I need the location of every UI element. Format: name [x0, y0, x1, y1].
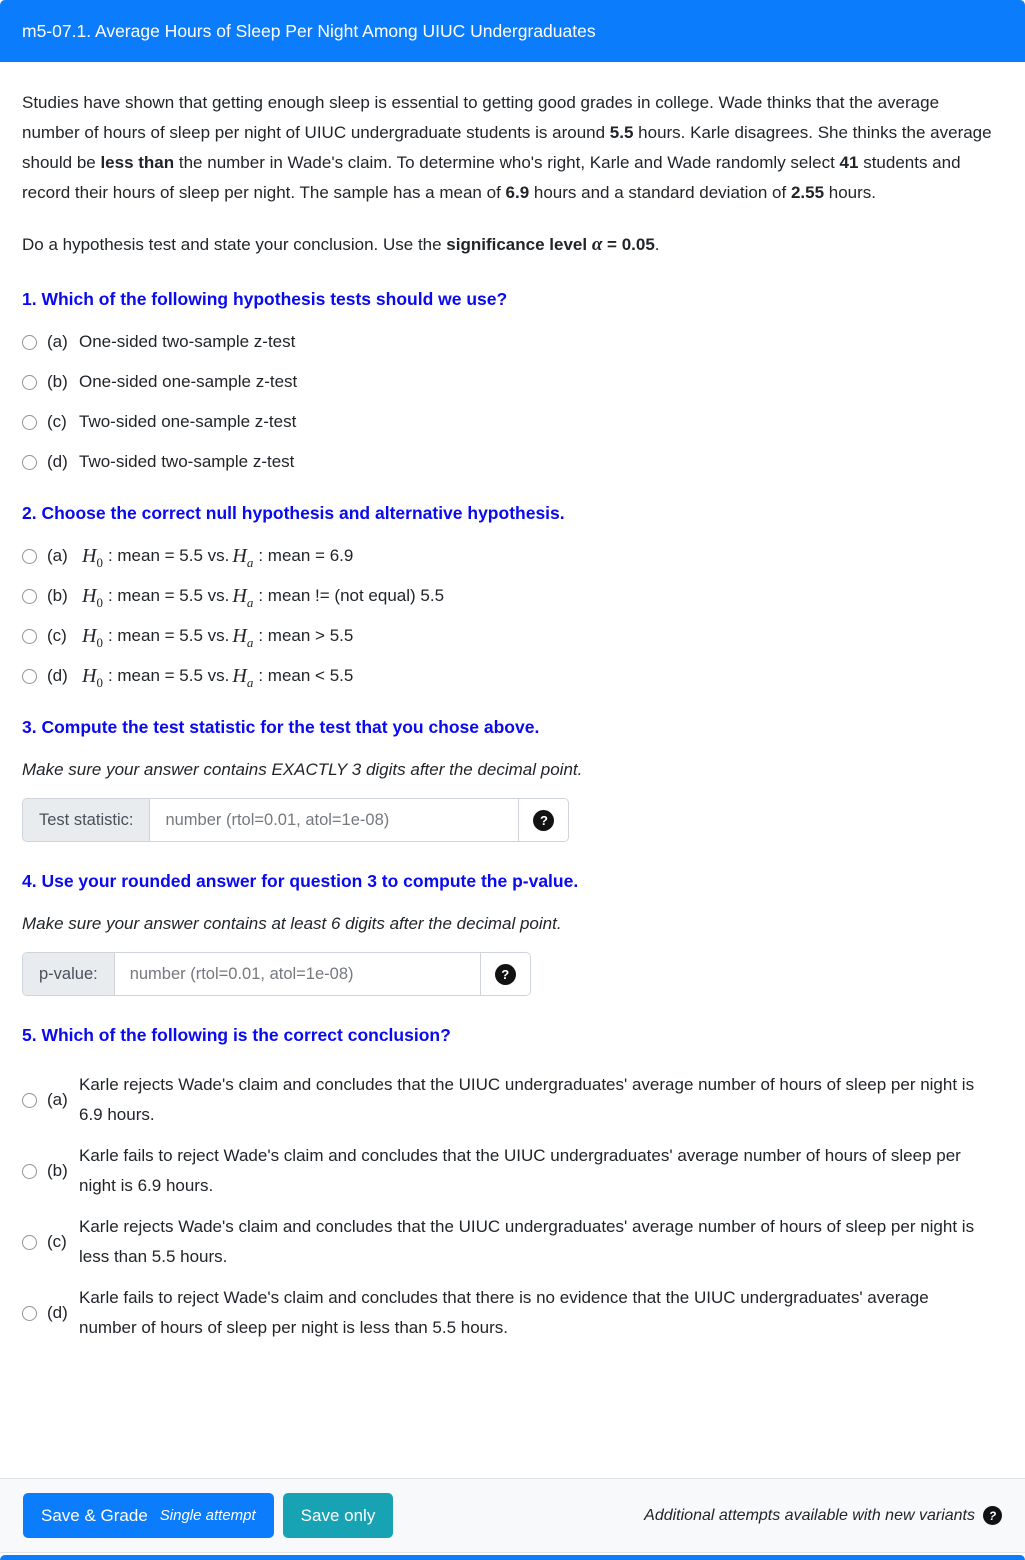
null-hypothesis-symbol: $H_0$	[82, 545, 103, 570]
null-hypothesis-text: : mean = 5.5 vs.	[107, 666, 230, 685]
next-question-header-sliver	[0, 1555, 1025, 1560]
save-and-grade-label: Save & Grade	[41, 1505, 148, 1525]
option-letter: (a)	[47, 546, 68, 565]
q5-option-a-radio[interactable]	[22, 1093, 37, 1108]
q5-option-a[interactable]	[22, 1070, 1003, 1130]
question-title: m5-07.1. Average Hours of Sleep Per Night Among UIUC Undergraduates	[22, 20, 596, 41]
q2-option-b-radio[interactable]	[22, 589, 37, 604]
q2-option-b[interactable]	[22, 584, 1003, 608]
null-hypothesis-symbol: $H_0$	[82, 665, 103, 690]
option-letter: (c)	[47, 1232, 67, 1251]
q1-option-c[interactable]	[22, 410, 1003, 434]
single-attempt-note: Single attempt	[159, 1507, 256, 1524]
claim-value: 5.5	[609, 123, 634, 142]
null-hypothesis-symbol: $H_0$	[82, 625, 103, 650]
q5-option-d-radio[interactable]	[22, 1306, 37, 1321]
null-hypothesis-text: : mean = 5.5 vs.	[107, 626, 230, 645]
test-statistic-help-button[interactable]	[518, 799, 568, 841]
q1-option-a[interactable]	[22, 330, 1003, 354]
q3-format-note: Make sure your answer contains EXACTLY 3 digits after the decimal point.	[22, 760, 583, 779]
save-only-label: Save only	[300, 1505, 376, 1525]
test-statistic-input[interactable]	[150, 799, 518, 841]
q1-option-c-radio[interactable]	[22, 415, 37, 430]
save-and-grade-button[interactable]	[23, 1493, 274, 1538]
q2-option-d[interactable]	[22, 664, 1003, 688]
q1-option-d-radio[interactable]	[22, 455, 37, 470]
significance-level-label: significance level	[446, 235, 592, 254]
q2-option-c-radio[interactable]	[22, 629, 37, 644]
help-icon[interactable]: ?	[983, 1506, 1002, 1525]
sample-size: 41	[839, 153, 859, 172]
option-letter: (a)	[47, 1090, 68, 1109]
p-value-input[interactable]	[115, 953, 480, 995]
question-footer	[0, 1478, 1025, 1553]
alt-hypothesis-text: : mean = 6.9	[258, 546, 354, 565]
option-letter: (b)	[47, 1161, 68, 1180]
option-label: Karle fails to reject Wade's claim and concludes that there is no evidence that the UIUC undergraduates' average number of hours of sleep per night is less than 5.5 hours.	[79, 1288, 929, 1337]
intro-text: Studies have shown that getting enough sleep is essential to getting good grades in college. Wade thinks that the average number of hours of sleep per night of UIUC undergraduate students is around	[22, 93, 940, 142]
null-hypothesis-symbol: $H_0$	[82, 585, 103, 610]
q1-options	[22, 330, 1003, 474]
option-label: Karle rejects Wade's claim and concludes that the UIUC undergraduates' average number of hours of sleep per night is less than 5.5 hours.	[79, 1217, 975, 1266]
option-letter: (c)	[47, 626, 67, 645]
option-letter: (d)	[47, 452, 68, 471]
alt-hypothesis-symbol: $H_a$	[232, 585, 254, 610]
alpha-symbol: α	[591, 234, 603, 255]
alpha-value: = 0.05	[602, 235, 655, 254]
question-header	[0, 0, 1025, 62]
intro-paragraph	[22, 88, 1000, 208]
p-value-label: p-value:	[23, 953, 115, 995]
p-value-input-group	[22, 952, 531, 996]
q2-options	[22, 544, 1003, 688]
option-label: Karle rejects Wade's claim and concludes that the UIUC undergraduates' average number of hours of sleep per night is 6.9 hours.	[79, 1075, 975, 1124]
q4-format-note: Make sure your answer contains at least 6 digits after the decimal point.	[22, 914, 562, 933]
q2-option-a[interactable]	[22, 544, 1003, 568]
q1-option-b-radio[interactable]	[22, 375, 37, 390]
intro-text: hours.	[824, 183, 877, 202]
option-letter: (d)	[47, 1303, 68, 1322]
q1-option-a-radio[interactable]	[22, 335, 37, 350]
q3-heading: 3. Compute the test statistic for the test that you chose above.	[22, 717, 540, 737]
q5-option-c-radio[interactable]	[22, 1235, 37, 1250]
alt-hypothesis-text: : mean < 5.5	[258, 666, 354, 685]
q5-option-b[interactable]	[22, 1141, 1003, 1201]
option-letter: (b)	[47, 372, 68, 391]
question-body	[0, 62, 1025, 1478]
option-label: One-sided one-sample z-test	[79, 372, 298, 391]
additional-attempts-text: Additional attempts available with new variants	[644, 1506, 975, 1524]
alt-hypothesis-text: : mean > 5.5	[258, 626, 354, 645]
sample-sd: 2.55	[790, 183, 825, 202]
q5-options	[22, 1070, 1003, 1343]
intro-text: students and record their hours of sleep per night. The sample has a mean of	[22, 153, 961, 202]
option-letter: (b)	[47, 586, 68, 605]
intro-text: hours and a standard deviation of	[529, 183, 791, 202]
option-label: Two-sided one-sample z-test	[79, 412, 297, 431]
option-letter: (a)	[47, 332, 68, 351]
q5-heading: 5. Which of the following is the correct conclusion?	[22, 1025, 451, 1045]
alt-hypothesis-text: : mean != (not equal) 5.5	[258, 586, 445, 605]
option-letter: (c)	[47, 412, 67, 431]
q2-option-d-radio[interactable]	[22, 669, 37, 684]
less-than-emphasis: less than	[100, 153, 175, 172]
help-icon: ?	[533, 810, 554, 831]
p-value-help-button[interactable]	[480, 953, 530, 995]
instruction-text: Do a hypothesis test and state your conclusion. Use the	[22, 235, 447, 254]
test-statistic-label: Test statistic:	[23, 799, 150, 841]
save-only-button[interactable]	[283, 1493, 394, 1538]
q1-option-b[interactable]	[22, 370, 1003, 394]
option-label: One-sided two-sample z-test	[79, 332, 296, 351]
null-hypothesis-text: : mean = 5.5 vs.	[107, 586, 230, 605]
alt-hypothesis-symbol: $H_a$	[232, 625, 254, 650]
q2-option-c[interactable]	[22, 624, 1003, 648]
test-statistic-input-group	[22, 798, 569, 842]
q5-option-c[interactable]	[22, 1212, 1003, 1272]
option-letter: (d)	[47, 666, 68, 685]
q2-option-a-radio[interactable]	[22, 549, 37, 564]
q2-heading: 2. Choose the correct null hypothesis and alternative hypothesis.	[22, 503, 565, 523]
q5-option-d[interactable]	[22, 1283, 1003, 1343]
intro-text: the number in Wade's claim. To determine who's right, Karle and Wade randomly select	[174, 153, 840, 172]
instruction-text: .	[654, 235, 660, 254]
help-icon: ?	[495, 964, 516, 985]
q5-option-b-radio[interactable]	[22, 1164, 37, 1179]
q4-heading: 4. Use your rounded answer for question 3 to compute the p-value.	[22, 871, 579, 891]
instruction-paragraph	[22, 230, 1000, 260]
option-label: Two-sided two-sample z-test	[79, 452, 295, 471]
alt-hypothesis-symbol: $H_a$	[232, 665, 254, 690]
option-label: Karle fails to reject Wade's claim and concludes that the UIUC undergraduates' average number of hours of sleep per night is 6.9 hours.	[79, 1146, 961, 1195]
q1-heading: 1. Which of the following hypothesis tests should we use?	[22, 289, 508, 309]
intro-text: hours. Karle disagrees. She thinks the average should be	[22, 123, 992, 172]
alt-hypothesis-symbol: $H_a$	[232, 545, 254, 570]
null-hypothesis-text: : mean = 5.5 vs.	[107, 546, 230, 565]
sample-mean: 6.9	[505, 183, 530, 202]
additional-attempts-note	[644, 1506, 1002, 1525]
q1-option-d[interactable]	[22, 450, 1003, 474]
